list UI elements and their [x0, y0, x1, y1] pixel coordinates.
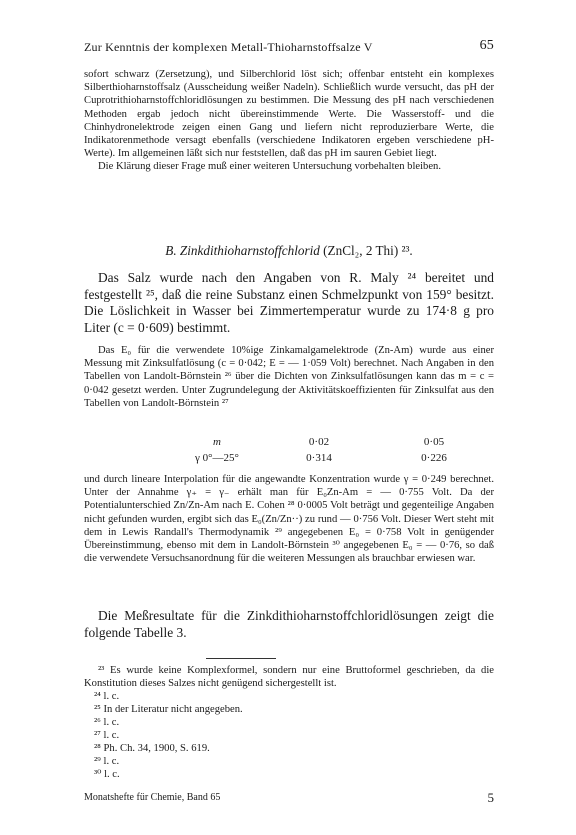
- footnote-29: ²⁹ l. c.: [94, 756, 120, 767]
- table-row: [84, 452, 494, 468]
- paragraph-small-1: [84, 344, 494, 410]
- paragraph-top-2: Die Klärung dieser Frage muß einer weiteren Untersuchung vorbehalten bleiben.: [98, 161, 441, 173]
- paragraph-top-1: sofort schwarz (Zersetzung), und Silberchlorid löst sich; offenbar entsteht ein komplexes Silberthioharnstoffsalz (Ausscheidung weißer Nadeln). Schließlich wurde versucht, das pH der Cuprotrithioharnstoffchloridlösungen zu bestimmen. Die Messung des pH nach verschiedenen Methoden ergab jedoch nicht übereinstimmende Werte. Die Wasserstoff- und die Chinhydronelektrode zeigen einen Gang und liefern nicht reproduzierbare Werte, die Indikatorenmethode versagt ebenfalls (verschiedene Indikatoren ergeben verschiedene pH-Werte). Im allgemeinen läßt sich nur feststellen, daß das pH im sauren Gebiet liegt.: [84, 69, 494, 160]
- paragraph-top: [84, 68, 494, 174]
- table-row-label: γ 0°—25°: [195, 452, 239, 464]
- page-number: 65: [479, 38, 494, 53]
- sheet-number: 5: [487, 790, 494, 805]
- header-title: Zur Kenntnis der komplexen Metall-Thioharnstoffsalze V: [84, 40, 373, 54]
- paragraph-large-1-text: Das Salz wurde nach den Angaben von R. Maly ²⁴ bereitet und festgestellt ²⁵, daß die reine Substanz einen Schmelzpunkt von 159° besitzt. Die Löslichkeit in Wasser bei Zimmertemperatur wurde zu 174·8 g pro Liter (c = 0·609) bestimmt.: [84, 270, 494, 335]
- footnote-24: ²⁴ l. c.: [94, 691, 120, 702]
- paragraph-large-1: [84, 270, 494, 336]
- paragraph-small-2-text: und durch lineare Interpolation für die angewandte Konzentration wurde γ = 0·249 berechnet. Unter der Annahme γ₊ = γ₋ erhält man für E₀Zn-Am = — 0·755 Volt. Da der Potentialunterschied Zn/Zn-Am nach E. Cohen ²⁸ 0·0005 Volt beträgt und gegenteilige Angaben nicht gefunden wurden, ergibt sich das E₀(Zn/Zn··) zu rund — 0·756 Volt. Dieser Wert steht mit dem in Lewis Randall's Thermodynamik ²⁹ angegebenen E₀ = 0·758 Volt in genügender Übereinstimmung, ebenso mit dem in Landolt-Börnstein ³⁰ angegebenen E₀ = — 0·76, so daß die verwendete Versuchsanordnung für die weiteren Messungen als brauchbar erwiesen war.: [84, 474, 494, 565]
- paragraph-small-1-text: Das E₀ für die verwendete 10%ige Zinkamalgamelektrode (Zn-Am) wurde aus einer Messung mit Zinksulfatlösung (c = 0·042; E = — 1·059 Volt) berechnet. Nach Angaben in den Tabellen von Landolt-Börnstein ²⁶ über die Dichten von Zinksulfatlösungen kann das m = c = 0·042 gesetzt werden. Unter Zugrundelegung der Aktivitätskoeffizienten für Zinksulfat aus den Tabellen von Landolt-Börnstein ²⁷: [84, 345, 494, 409]
- section-heading: [84, 243, 494, 259]
- footnote-23: ²³ Es wurde keine Komplexformel, sondern nur eine Bruttoformel geschrieben, da die Konstitution dieses Salzes nicht genügend sichergestellt ist.: [84, 665, 494, 689]
- paragraph-large-2: [84, 608, 494, 641]
- table-cell-col1: 0·314: [306, 452, 332, 464]
- footnotes: [84, 664, 494, 781]
- table-header-col1: 0·02: [308, 436, 330, 448]
- footnote-27: ²⁷ l. c.: [94, 730, 120, 741]
- table-header-col2: 0·05: [423, 436, 445, 448]
- footnote-25: ²⁵ In der Literatur nicht angegeben.: [94, 704, 243, 715]
- journal-name: Monatshefte für Chemie, Band 65: [84, 792, 221, 803]
- paragraph-small-2: [84, 473, 494, 565]
- table-header-row: [84, 436, 494, 452]
- paragraph-large-2-text: Die Meßresultate für die Zinkdithioharnstoffchloridlösungen zeigt die folgende Tabelle 3.: [84, 608, 494, 640]
- table-cell-col2: 0·226: [421, 452, 447, 464]
- footnote-30: ³⁰ l. c.: [94, 769, 120, 780]
- section-title: B. Zinkdithioharnstoffchlorid: [165, 243, 320, 258]
- footnote-28: ²⁸ Ph. Ch. 34, 1900, S. 619.: [94, 743, 210, 754]
- activity-table: [84, 436, 494, 468]
- footnote-rule: [206, 658, 276, 659]
- footnote-26: ²⁶ l. c.: [94, 717, 120, 728]
- section-formula: (ZnCl₂, 2 Thi) ²³.: [323, 243, 413, 258]
- table-header-m: m: [213, 436, 221, 448]
- running-header: [84, 40, 494, 58]
